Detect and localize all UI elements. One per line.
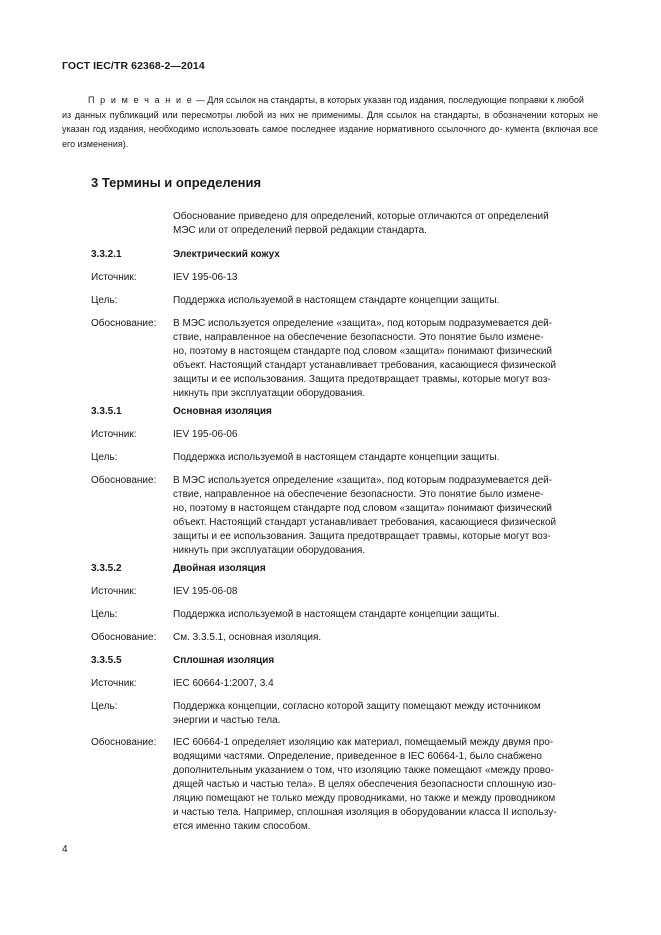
entry-title: Основная изоляция bbox=[173, 406, 272, 417]
entry-title: Двойная изоляция bbox=[173, 563, 266, 574]
entry-title: Электрический кожух bbox=[173, 249, 280, 260]
purpose-value: Поддержка используемой в настоящем стандарте концепции защиты. bbox=[173, 609, 500, 620]
note-line-1: П р и м е ч а н и е — Для ссылок на стандарты, в которых указан год издания, последующие поправки к любой bbox=[88, 95, 584, 105]
entry-number: 3.3.5.1 bbox=[91, 406, 122, 417]
entry-number: 3.3.2.1 bbox=[91, 249, 122, 260]
purpose-label: Цель: bbox=[91, 295, 118, 306]
source-value: IEV 195-06-08 bbox=[173, 586, 238, 597]
source-value: IEV 195-06-06 bbox=[173, 429, 238, 440]
note-line-4: кумента (включая все его изменения). bbox=[62, 124, 598, 150]
rationale-value: См. 3.3.5.1, основная изоляция. bbox=[173, 632, 322, 643]
rationale-value: В МЭС используется определение «защита», под которым подразумевается дей- ствие, направленное на обеспечение безопасности. Это понятие было измене- но, поэтому в настоящем стандарте под словом «защита» понимают физический объект. Настоящий стандарт устанавливает требования, касающиеся физической защиты и ее использования. Защита предотвращает травмы, которые могут воз- никнуть при эксплуатации оборудования. bbox=[173, 318, 557, 399]
rationale-label: Обоснование: bbox=[91, 475, 157, 486]
note-paragraph bbox=[62, 93, 598, 152]
section-title: 3 Термины и определения bbox=[91, 175, 262, 190]
purpose-label: Цель: bbox=[91, 701, 118, 712]
rationale-label: Обоснование: bbox=[91, 737, 157, 748]
intro-line: МЭС или от определений первой редакции стандарта. bbox=[173, 225, 427, 236]
page-number: 4 bbox=[62, 844, 68, 855]
source-label: Источник: bbox=[91, 678, 137, 689]
document-header: ГОСТ IEC/TR 62368-2—2014 bbox=[62, 60, 205, 72]
note-line-3: которых не указан год издания, необходимо использовать самое последнее издание нормативного ссылочного до- bbox=[62, 109, 598, 135]
source-label: Источник: bbox=[91, 272, 137, 283]
source-value: IEV 195-06-13 bbox=[173, 272, 238, 283]
purpose-label: Цель: bbox=[91, 452, 118, 463]
rationale-value: IEC 60664-1 определяет изоляцию как материал, помещаемый между двумя про- водящими частями. Определение, приведенное в IEC 60664-1, было снабжено дополнительным указанием о том, что изоляцию также помещают «между прово- дящей частью и частью тела». В целях обеспечения безопасности сплошную изо- ляцию помещают не только между проводниками, но также и между проводником и частью тела. Например, сплошная изоляция в оборудовании класса II использу- ется именно таким способом. bbox=[173, 737, 557, 832]
note-line-2: из данных публикаций или пересмотры любой из них не применимы. Для ссылок на стандарты, в обозначении bbox=[62, 109, 547, 120]
rationale-label: Обоснование: bbox=[91, 318, 157, 329]
source-label: Источник: bbox=[91, 429, 137, 440]
entry-number: 3.3.5.2 bbox=[91, 563, 122, 574]
intro-line: Обоснование приведено для определений, которые отличаются от определений bbox=[173, 211, 549, 222]
entry-title: Сплошная изоляция bbox=[173, 655, 275, 666]
note-label: П р и м е ч а н и е bbox=[88, 95, 194, 105]
rationale-value: В МЭС используется определение «защита», под которым подразумевается дей- ствие, направленное на обеспечение безопасности. Это понятие было измене- но, поэтому в настоящем стандарте под словом «защита» понимают физический объект. Настоящий стандарт устанавливает требования, касающиеся физической защиты и ее использования. Защита предотвращает травмы, которые могут воз- никнуть при эксплуатации оборудования. bbox=[173, 475, 557, 556]
purpose-label: Цель: bbox=[91, 609, 118, 620]
rationale-label: Обоснование: bbox=[91, 632, 157, 643]
source-value: IEC 60664-1:2007, 3.4 bbox=[173, 678, 274, 689]
source-label: Источник: bbox=[91, 586, 137, 597]
intro-paragraph bbox=[173, 210, 598, 238]
purpose-value: Поддержка используемой в настоящем стандарте концепции защиты. bbox=[173, 452, 500, 463]
purpose-value: Поддержка концепции, согласно которой защиту помещают между источником энергии и частью тела. bbox=[173, 701, 541, 726]
entry-number: 3.3.5.5 bbox=[91, 655, 122, 666]
purpose-value: Поддержка используемой в настоящем стандарте концепции защиты. bbox=[173, 295, 500, 306]
